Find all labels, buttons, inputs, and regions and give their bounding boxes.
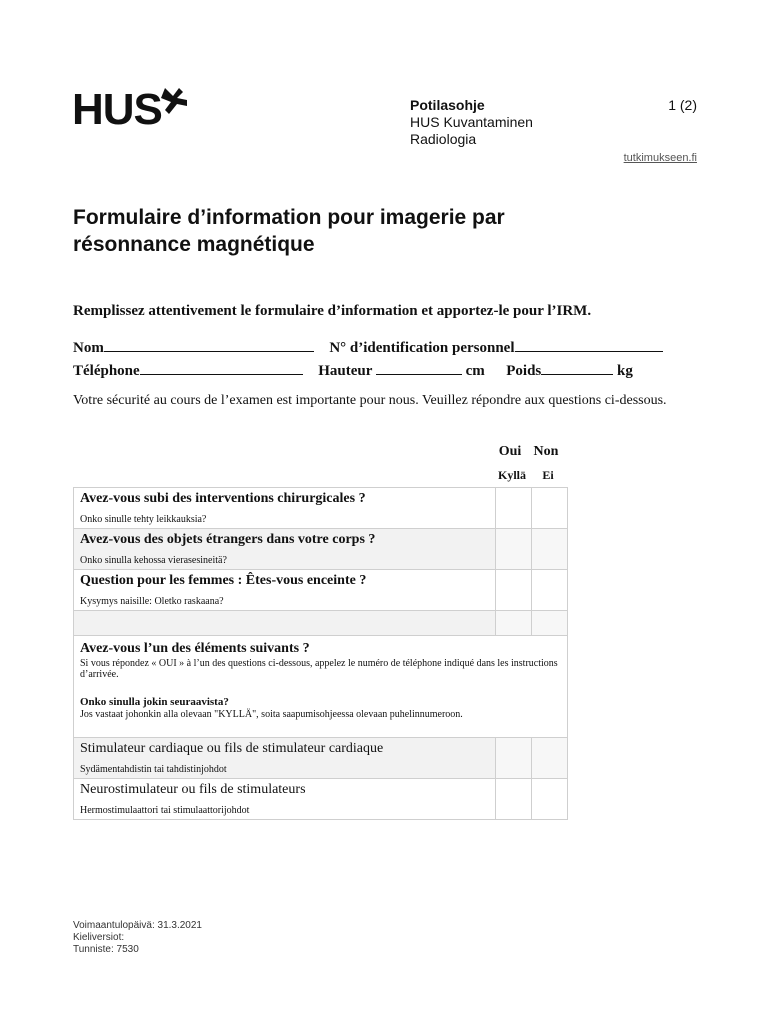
phone-field[interactable] [140,361,303,375]
column-header-fr [492,444,564,460]
hus-logo [72,84,197,138]
yes-fr-label: Oui [498,444,522,459]
weight-field[interactable] [541,361,613,375]
weight-label: Poids [506,363,542,379]
no-checkbox[interactable] [532,488,568,529]
yes-checkbox[interactable] [496,570,532,611]
question-row [74,529,568,570]
device-fi: Sydämentahdistin tai tahdistinjohdot [80,764,227,775]
spacer-row [74,611,568,636]
instruction-text: Remplissez attentivement le formulaire d’information et apportez-le pour l’IRM. [73,303,592,319]
footer [73,920,202,956]
no-checkbox[interactable] [532,738,568,779]
phone-label: Téléphone [73,363,140,379]
title-line1: Formulaire d’information pour imagerie par [73,206,505,229]
no-checkbox[interactable] [532,529,568,570]
device-fr: Neurostimulateur ou fils de stimulateurs [80,782,306,797]
question-row [74,570,568,611]
height-unit: cm [465,363,485,379]
dept-line2: Radiologia [410,131,477,147]
yes-checkbox[interactable] [496,488,532,529]
name-field[interactable] [104,338,314,352]
logo-text: HUS [72,85,162,134]
page-title [73,204,633,258]
no-fi-label: Ei [542,468,554,482]
device-row [74,738,568,779]
page-number: 1 (2) [668,97,697,113]
question-fi: Kysymys naisille: Oletko raskaana? [80,596,224,607]
question-row [74,488,568,529]
question-fi: Onko sinulla kehossa vierasesineitä? [80,555,227,566]
footer-date: Voimaantulopäivä: 31.3.2021 [73,920,202,931]
height-label: Hauteur [318,363,373,379]
elements-note-fi: Jos vastaat johonkin alla olevaan "KYLLÄ", soita saapumisohjeessa olevaan puhelinnumeroon. [80,709,463,720]
yes-checkbox[interactable] [496,738,532,779]
yes-checkbox[interactable] [496,529,532,570]
title-line2: résonnance magnétique [73,233,315,256]
weight-unit: kg [617,363,633,379]
question-fr: Avez-vous des objets étrangers dans votre corps ? [80,532,376,547]
no-checkbox[interactable] [532,570,568,611]
website-link[interactable]: tutkimukseen.fi [623,152,697,164]
header-info [410,97,533,148]
elements-note-fr: Si vous répondez « OUI » à l’un des questions ci-dessous, appelez le numéro de téléphone indiqué dans les instructions d’arrivée. [80,658,558,680]
question-fi: Onko sinulle tehty leikkauksia? [80,514,207,525]
height-field[interactable] [376,361,462,375]
footer-languages: Kieliversiot: [73,932,125,943]
dept-line1: HUS Kuvantaminen [410,114,533,130]
device-fr: Stimulateur cardiaque ou fils de stimulateur cardiaque [80,741,384,756]
cross-bird-icon [159,84,195,120]
id-label: N° d’identification personnel [329,340,515,356]
column-header-fi [494,468,566,483]
device-row [74,779,568,820]
question-fr: Question pour les femmes : Êtes-vous enceinte ? [80,573,367,588]
fields-row-2 [73,361,633,380]
no-fr-label: Non [533,444,559,459]
id-field[interactable] [515,338,663,352]
fields-row-1 [73,338,663,357]
questionnaire-table [73,487,568,820]
doc-type: Potilasohje [410,97,485,113]
question-fr: Avez-vous subi des interventions chirurgicales ? [80,491,366,506]
yes-checkbox[interactable] [496,779,532,820]
elements-title-fr: Avez-vous l’un des éléments suivants ? [80,641,310,656]
elements-title-fi: Onko sinulla jokin seuraavista? [80,696,229,708]
device-fi: Hermostimulaattori tai stimulaattorijohdot [80,805,250,816]
elements-header-row [74,636,568,738]
footer-id: Tunniste: 7530 [73,944,139,955]
yes-fi-label: Kyllä [497,468,526,482]
no-checkbox[interactable] [532,779,568,820]
intro-text: Votre sécurité au cours de l’examen est importante pour nous. Veuillez répondre aux questions ci-dessous. [73,393,667,408]
name-label: Nom [73,340,104,356]
